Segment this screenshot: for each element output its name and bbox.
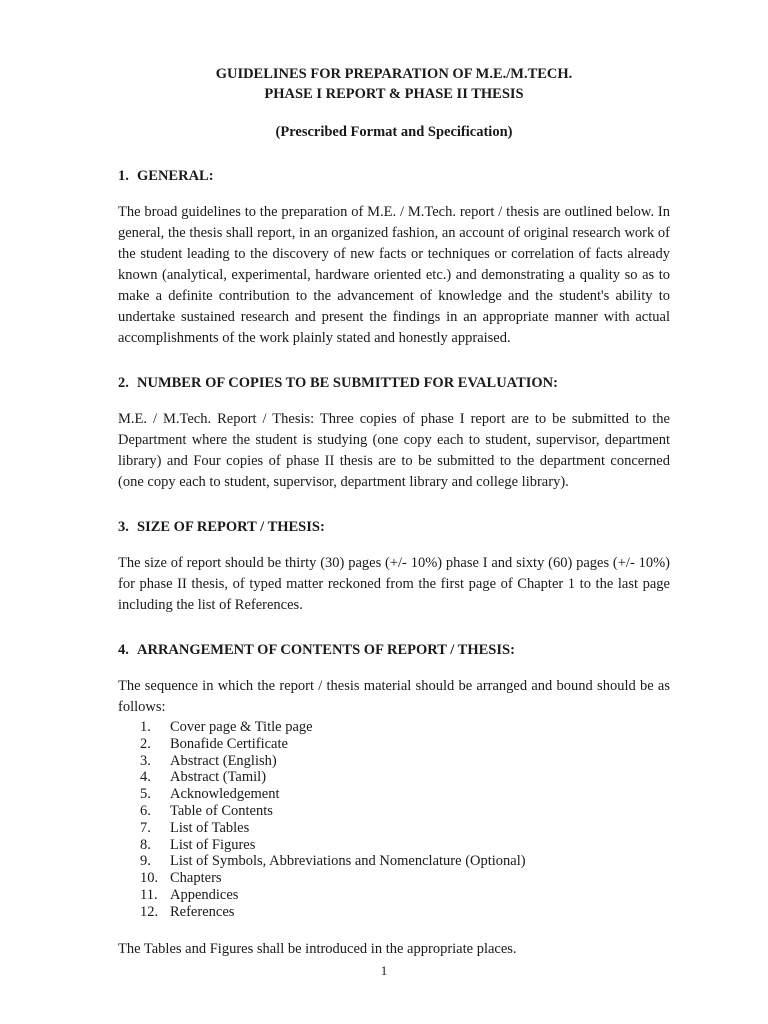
list-item-number: 4. [140, 769, 151, 786]
list-item [118, 753, 670, 770]
document-title-line-1: GUIDELINES FOR PREPARATION OF M.E./M.TECH. [215, 66, 573, 82]
section-heading-size [118, 517, 670, 537]
list-item [118, 786, 670, 803]
list-item-number: 2. [140, 735, 151, 752]
section-number: 3. [118, 519, 129, 535]
list-item-number: 6. [140, 802, 151, 819]
section-paragraph-general: The broad guidelines to the preparation of M.E. / M.Tech. report / thesis are outlined below. In general, the thesis shall report, in an organized fashion, an account of original research work of the student leading to the discovery of new facts or techniques or correlation of facts already known (analytical, experimental, hardware oriented etc.) and demonstrating a quality so as to make a definite contribution to the advancement of knowledge and the student's ability to undertake sustained research and present the findings in an appropriate manner with actual accomplishments of the work plainly stated and honestly appraised. [118, 204, 670, 346]
list-item [118, 887, 670, 904]
list-item-text: Table of Contents [170, 802, 273, 819]
contents-list [118, 719, 670, 921]
list-item-text: Chapters [170, 870, 222, 887]
list-item [118, 736, 670, 753]
list-item [118, 870, 670, 887]
list-item-text: Cover page & Title page [170, 719, 313, 735]
section-number: 2. [118, 375, 129, 391]
list-item [118, 803, 670, 820]
section-heading-arrangement [118, 640, 670, 660]
list-item-number: 5. [140, 786, 151, 803]
list-item-number: 10. [140, 870, 159, 887]
list-item-text: List of Tables [170, 819, 250, 836]
document-subtitle: (Prescribed Format and Specification) [275, 124, 513, 140]
section-title: NUMBER OF COPIES TO BE SUBMITTED FOR EVALUATION: [137, 375, 558, 391]
section-number: 4. [118, 642, 129, 658]
section-paragraph-size: The size of report should be thirty (30) pages (+/- 10%) phase I and sixty (60) pages (+/- 10%) for phase II thesis, of typed matter reckoned from the first page of Chapter 1 to the last page including the list of References. [118, 555, 670, 613]
list-item-number: 1. [140, 719, 151, 735]
list-item-text: List of Figures [170, 836, 256, 853]
list-item-text: Appendices [170, 886, 239, 903]
list-item-text: References [170, 903, 235, 920]
section-heading-copies [118, 373, 670, 393]
document-title-line-2: PHASE I REPORT & PHASE II THESIS [264, 86, 524, 102]
list-item [118, 719, 670, 736]
list-item-number: 9. [140, 853, 151, 870]
list-item-number: 8. [140, 836, 151, 853]
list-item [118, 904, 670, 921]
section-title: SIZE OF REPORT / THESIS: [137, 519, 325, 535]
list-item [118, 820, 670, 837]
closing-note: The Tables and Figures shall be introduced in the appropriate places. [118, 940, 517, 957]
list-item [118, 853, 670, 870]
list-item-text: Abstract (Tamil) [170, 769, 267, 786]
page-number: 1 [380, 963, 388, 978]
section-title: GENERAL: [137, 168, 214, 184]
list-item [118, 769, 670, 786]
list-item-number: 7. [140, 819, 151, 836]
list-item-number: 11. [140, 886, 158, 903]
list-item-text: Bonafide Certificate [170, 735, 288, 752]
list-item-text: List of Symbols, Abbreviations and Nomenclature (Optional) [170, 853, 526, 870]
list-item-number: 12. [140, 903, 159, 920]
section-title: ARRANGEMENT OF CONTENTS OF REPORT / THESIS: [137, 642, 515, 658]
section-heading-general [118, 166, 670, 186]
list-item-text: Abstract (English) [170, 752, 277, 769]
document-page [118, 64, 670, 960]
section-paragraph-arrangement: The sequence in which the report / thesis material should be arranged and bound should be as follows: [118, 678, 670, 715]
list-item-number: 3. [140, 752, 151, 769]
list-item-text: Acknowledgement [170, 786, 280, 803]
list-item [118, 837, 670, 854]
section-paragraph-copies: M.E. / M.Tech. Report / Thesis: Three copies of phase I report are to be submitted to the Department where the student is studying (one copy each to student, supervisor, department library) and Four copies of phase II thesis are to be submitted to the department concerned (one copy each to student, supervisor, department library and college library). [118, 411, 670, 490]
section-number: 1. [118, 168, 129, 184]
